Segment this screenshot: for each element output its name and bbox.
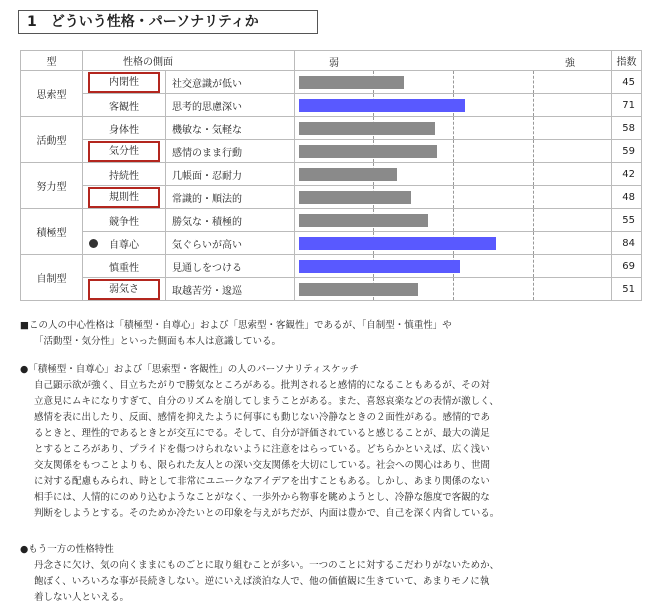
trait-description: 機敏な・気軽な — [166, 117, 295, 140]
type-label: 自制型 — [21, 255, 83, 301]
score-bar — [299, 99, 465, 112]
score-value: 55 — [612, 209, 642, 232]
type-label: 努力型 — [21, 163, 83, 209]
gridline — [533, 232, 534, 254]
trait-name: 慎重性 — [109, 262, 139, 274]
trait-label — [83, 117, 166, 140]
gridline — [453, 186, 454, 208]
trait-description: 勝気な・積極的 — [166, 209, 295, 232]
gridline — [453, 278, 454, 300]
gridline — [453, 140, 454, 162]
score-bar — [299, 191, 411, 204]
type-label: 積極型 — [21, 209, 83, 255]
table-row — [21, 186, 642, 209]
trait-name: 競争性 — [109, 216, 139, 228]
trait-label — [83, 94, 166, 117]
table-header-row — [21, 51, 642, 71]
sketch-heading: ●「積極型・自尊心」および「思索型・客観性」の人のパーソナリティスケッチ — [20, 364, 359, 375]
trait-name: 規則性 — [88, 187, 160, 208]
gridline — [533, 117, 534, 139]
trait-label — [83, 255, 166, 278]
trait-description: 気ぐらいが高い — [166, 232, 295, 255]
score-bar — [299, 283, 418, 296]
table-row — [21, 94, 642, 117]
score-bar-cell — [295, 94, 612, 117]
header-strong: 強 — [565, 58, 575, 69]
score-value: 84 — [612, 232, 642, 255]
paragraph-line: 判断をしようとする。そのためか冷たいとの印象を与えがちだが、内面は豊かで、自己を深く内省している。 — [34, 508, 500, 519]
personality-table — [20, 50, 642, 301]
trait-name: 気分性 — [88, 141, 160, 162]
score-bar — [299, 237, 496, 250]
trait-label — [83, 232, 166, 255]
table-row — [21, 255, 642, 278]
trait-name: 身体性 — [109, 124, 139, 136]
gridline — [453, 117, 454, 139]
trait-label — [83, 71, 166, 94]
table-row — [21, 232, 642, 255]
summary-line: 「活動型・気分性」といった側面も本人は意識している。 — [34, 336, 282, 347]
score-value: 71 — [612, 94, 642, 117]
sketch-section — [20, 362, 500, 522]
other-trait-section — [20, 542, 500, 606]
gridline — [453, 209, 454, 231]
table-row — [21, 140, 642, 163]
trait-label — [83, 163, 166, 186]
trait-name: 内閉性 — [88, 72, 160, 93]
trait-name: 弱気さ — [88, 279, 160, 300]
score-bar-cell — [295, 140, 612, 163]
paragraph-line: とするところがあり、プライドを傷つけられないように注意をはらっている。どちらかといえば、広く浅い — [34, 444, 490, 455]
table-row — [21, 278, 642, 301]
score-bar-cell — [295, 278, 612, 301]
trait-label — [83, 278, 166, 301]
score-value: 48 — [612, 186, 642, 209]
paragraph-line: 自己顕示欲が強く、目立ちたがりで勝気なところがある。批判されると感情的になることもあるが、その対 — [34, 380, 490, 391]
table-row — [21, 71, 642, 94]
score-bar-cell — [295, 117, 612, 140]
paragraph-line: 飽ぽく、いろいろな事が長続きしない。逆にいえば淡泊な人で、他の価値観に生きていて、あまりモノに執 — [34, 576, 490, 587]
trait-description: 思考的思慮深い — [166, 94, 295, 117]
score-bar-cell — [295, 255, 612, 278]
score-value: 69 — [612, 255, 642, 278]
gridline — [533, 209, 534, 231]
paragraph-line: 感情を表に出したり、反面、感情を抑えたように何事にも動じない冷静なときの２面性がある。感情的であ — [34, 412, 491, 423]
score-value: 59 — [612, 140, 642, 163]
gridline — [533, 186, 534, 208]
trait-description: 取越苦労・逡巡 — [166, 278, 295, 301]
table-row — [21, 209, 642, 232]
trait-name: 持続性 — [109, 170, 139, 182]
score-bar — [299, 260, 460, 273]
trait-description: 常識的・順法的 — [166, 186, 295, 209]
score-bar — [299, 168, 397, 181]
score-bar-cell — [295, 186, 612, 209]
gridline — [533, 94, 534, 116]
gridline — [533, 140, 534, 162]
score-value: 51 — [612, 278, 642, 301]
paragraph-line: 相手には、人情的にのめり込むようなことがなく、一歩外から物事を眺めようとし、冷静な態度で客観的な — [34, 492, 490, 503]
section-title: 1 どういう性格・パーソナリティか — [18, 10, 318, 34]
table-row — [21, 163, 642, 186]
score-value: 58 — [612, 117, 642, 140]
trait-description: 几帳面・忍耐力 — [166, 163, 295, 186]
paragraph-line: 立意見にムキになりすぎて、自分のリズムを崩してしまうことがある。また、喜怒哀楽などの表情が激しく、 — [34, 396, 499, 407]
score-bar — [299, 122, 435, 135]
score-bar-cell — [295, 71, 612, 94]
score-value: 45 — [612, 71, 642, 94]
header-scale — [295, 51, 612, 71]
trait-name: 自尊心 — [109, 239, 139, 251]
summary-text — [20, 318, 452, 350]
gridline — [453, 163, 454, 185]
gridline — [533, 278, 534, 300]
other-body — [34, 558, 499, 606]
header-type: 型 — [21, 51, 83, 71]
score-value: 42 — [612, 163, 642, 186]
trait-description: 感情のまま行動 — [166, 140, 295, 163]
score-bar-cell — [295, 232, 612, 255]
score-bar-cell — [295, 163, 612, 186]
gridline — [533, 163, 534, 185]
trait-description: 見通しをつける — [166, 255, 295, 278]
score-bar — [299, 76, 404, 89]
other-heading: ●もう一方の性格特性 — [20, 544, 114, 555]
score-bar — [299, 145, 437, 158]
paragraph-line: に対する配慮もみられ、時として非常にユニークなアイデアを出すこともある。しかし、あまり関係のない — [34, 476, 490, 487]
trait-label — [83, 140, 166, 163]
header-aspect: 性格の側面 — [83, 51, 295, 71]
score-bar-cell — [295, 209, 612, 232]
paragraph-line: 着しない人といえる。 — [34, 592, 130, 603]
paragraph-line: 丹念さに欠け、気の向くままにものごとに取り組むことが多い。一つのことに対するこだわりがないためか、 — [34, 560, 500, 571]
sketch-body — [34, 378, 499, 522]
type-label: 活動型 — [21, 117, 83, 163]
trait-description: 社交意識が低い — [166, 71, 295, 94]
trait-name: 客観性 — [109, 101, 139, 113]
gridline — [453, 71, 454, 93]
center-trait-marker-icon — [89, 239, 98, 248]
header-score: 指数 — [612, 51, 642, 71]
type-label: 思索型 — [21, 71, 83, 117]
score-bar — [299, 214, 428, 227]
paragraph-line: 交友関係をもつことよりも、限られた友人との深い交友関係を大切にしている。社会への関心はあり、世間 — [34, 460, 491, 471]
gridline — [533, 71, 534, 93]
trait-label — [83, 209, 166, 232]
header-weak: 弱 — [329, 58, 339, 69]
gridline — [533, 255, 534, 277]
summary-line: ■この人の中心性格は「積極型・自尊心」および「思索型・客観性」であるが、「自制型・慎重性」や — [20, 320, 452, 331]
trait-label — [83, 186, 166, 209]
paragraph-line: るときと、理性的であるときとが交互にでる。そして、自分が評価されていると感じることが、最大の満足 — [34, 428, 490, 439]
table-row — [21, 117, 642, 140]
